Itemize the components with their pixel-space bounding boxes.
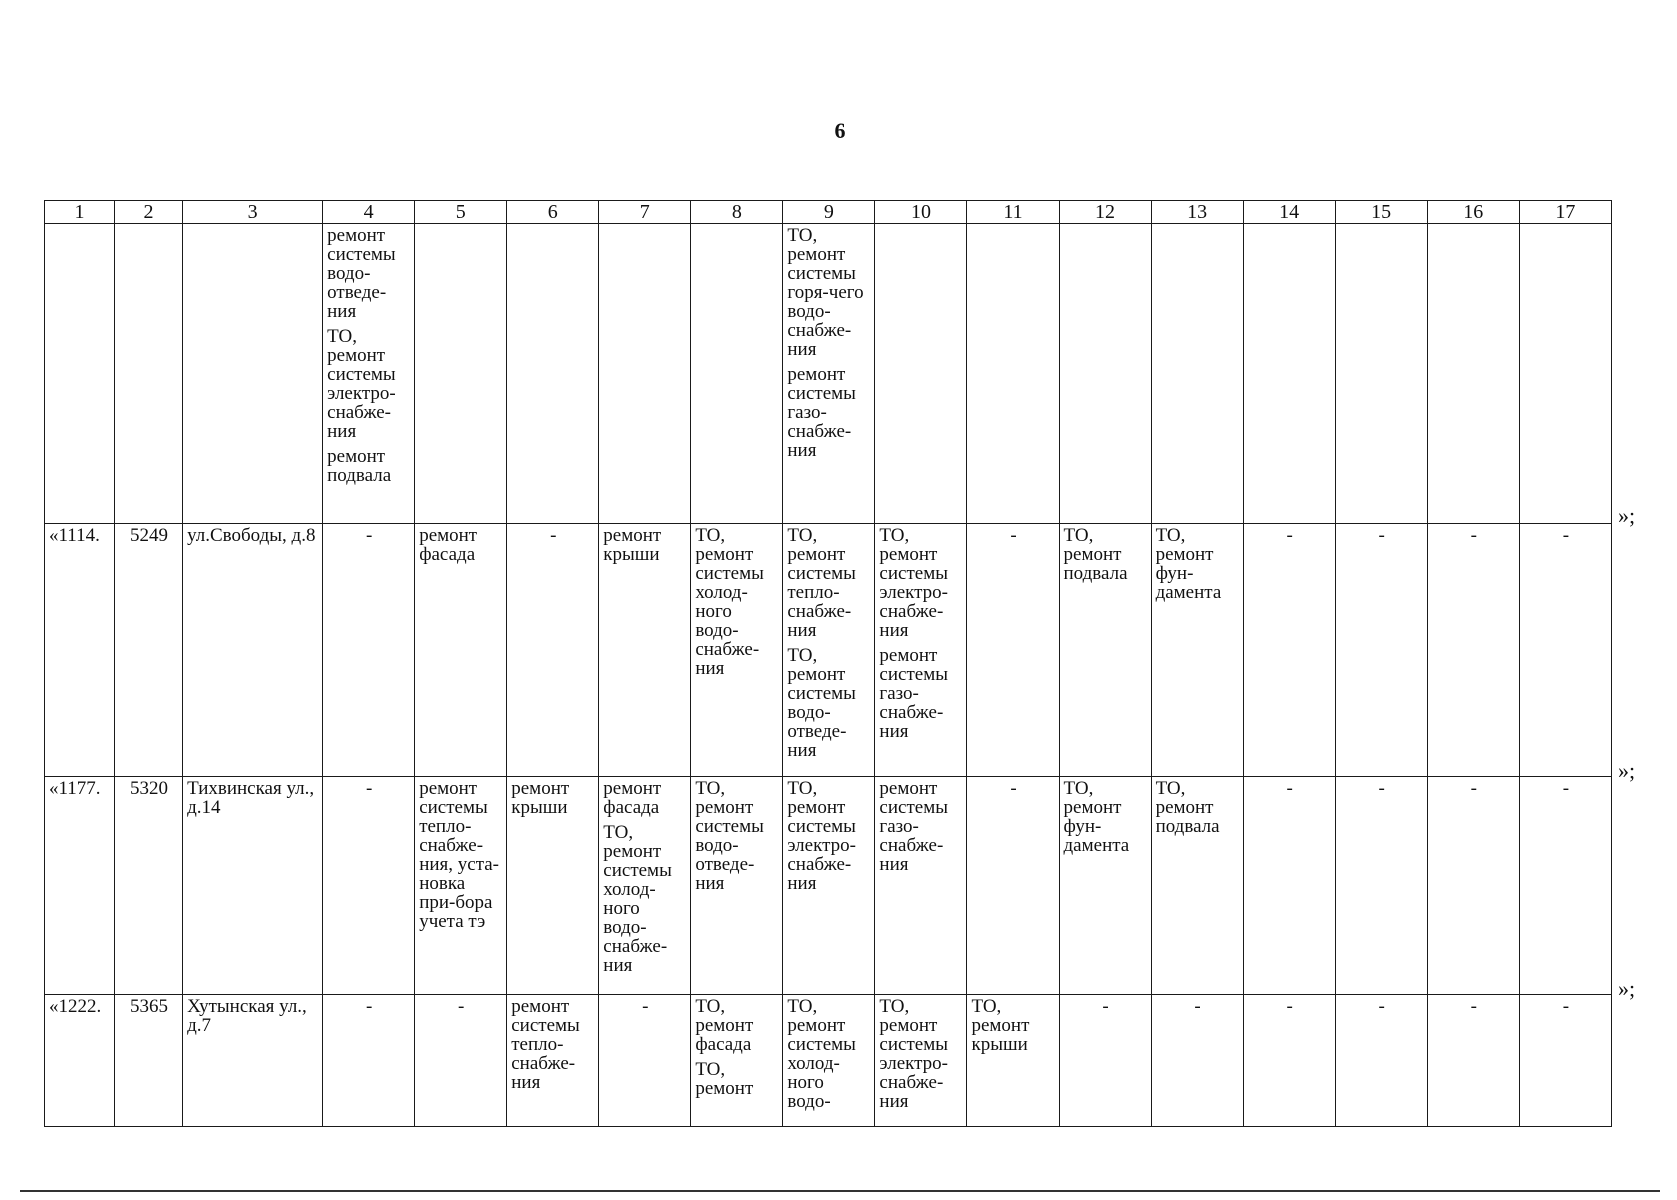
- work-item: ТО, ремонт: [695, 1059, 754, 1099]
- cell-works: [1335, 224, 1427, 524]
- cell-works: [691, 224, 783, 524]
- column-header: 1: [45, 201, 115, 224]
- column-header: 4: [323, 201, 415, 224]
- cell-works: -: [1519, 524, 1611, 777]
- column-header: 13: [1151, 201, 1243, 224]
- column-header: 3: [183, 201, 323, 224]
- column-header: 8: [691, 201, 783, 224]
- cell-number: «1222.: [45, 995, 115, 1127]
- cell-works: -: [1335, 524, 1427, 777]
- table-row: [45, 524, 1612, 777]
- cell-works: [1243, 224, 1335, 524]
- cell-works: [875, 224, 967, 524]
- cell-works: [783, 524, 875, 777]
- cell-works: ТО, ремонт подвала: [1151, 777, 1243, 995]
- cell-works: ремонт системы газо-снабже-ния: [875, 777, 967, 995]
- cell-works: [967, 224, 1059, 524]
- cell-works: ремонт системы тепло-снабже-ния, уста-новка при-бора учета тэ: [415, 777, 507, 995]
- cell-works: [599, 777, 691, 995]
- column-header: 16: [1427, 201, 1519, 224]
- row-closing-mark: »;: [1618, 503, 1636, 528]
- column-header: 17: [1519, 201, 1611, 224]
- cell-works: -: [1151, 995, 1243, 1127]
- cell-code: [115, 224, 183, 524]
- cell-works: ТО, ремонт подвала: [1059, 524, 1151, 777]
- work-item: ремонт системы газо-снабже-ния: [787, 364, 856, 461]
- cell-works: [1519, 224, 1611, 524]
- cell-works: ТО, ремонт системы холод-ного водо-: [783, 995, 875, 1127]
- cell-works: -: [1059, 995, 1151, 1127]
- cell-works: [691, 524, 783, 777]
- work-item: ТО, ремонт системы электро-снабже-ния: [879, 525, 948, 641]
- column-header: 5: [415, 201, 507, 224]
- cell-works: -: [1519, 995, 1611, 1127]
- work-item: ТО, ремонт фасада: [695, 996, 754, 1055]
- row-closing-mark: »;: [1618, 976, 1636, 1001]
- cell-works: [507, 224, 599, 524]
- work-item: ремонт фасада: [603, 778, 662, 818]
- header-row: [45, 201, 1612, 224]
- column-header: 9: [783, 201, 875, 224]
- cell-address: [183, 224, 323, 524]
- work-item: ТО, ремонт системы водо-отведе-ния: [787, 645, 856, 761]
- cell-works: ТО, ремонт системы водо-отведе-ния: [691, 777, 783, 995]
- table-row-continuation: [45, 224, 1612, 524]
- cell-works: [875, 524, 967, 777]
- table-row: [45, 777, 1612, 995]
- cell-works: -: [967, 777, 1059, 995]
- page-number: 6: [834, 118, 846, 143]
- cell-works: -: [1243, 777, 1335, 995]
- cell-works: ТО, ремонт системы электро-снабже-ния: [875, 995, 967, 1127]
- work-item: ремонт системы водо-отведе-ния: [327, 225, 396, 322]
- cell-works: -: [599, 995, 691, 1127]
- cell-code: 5365: [115, 995, 183, 1127]
- cell-works: ТО, ремонт фун-дамента: [1059, 777, 1151, 995]
- page-bottom-rule: [20, 1190, 1660, 1192]
- work-item: ТО, ремонт системы электро-снабже-ния: [327, 326, 396, 442]
- cell-works: -: [1427, 524, 1519, 777]
- work-item: ТО, ремонт системы горя-чего водо-снабже-ния: [787, 225, 864, 360]
- cell-number: «1177.: [45, 777, 115, 995]
- cell-number: [45, 224, 115, 524]
- column-header: 12: [1059, 201, 1151, 224]
- cell-works: ТО, ремонт крыши: [967, 995, 1059, 1127]
- work-item: ТО, ремонт системы тепло-снабже-ния: [787, 525, 856, 641]
- column-header: 10: [875, 201, 967, 224]
- cell-works: -: [1335, 995, 1427, 1127]
- column-header: 15: [1335, 201, 1427, 224]
- cell-works: -: [323, 995, 415, 1127]
- cell-works: [323, 224, 415, 524]
- cell-works: -: [1519, 777, 1611, 995]
- column-header: 14: [1243, 201, 1335, 224]
- cell-address: Тихвинская ул., д.14: [183, 777, 323, 995]
- work-item: ремонт системы газо-снабже-ния: [879, 645, 948, 742]
- table-row: [45, 995, 1612, 1127]
- cell-works: -: [967, 524, 1059, 777]
- cell-works: ремонт крыши: [599, 524, 691, 777]
- cell-works: [599, 224, 691, 524]
- cell-works: ТО, ремонт фун-дамента: [1151, 524, 1243, 777]
- column-header: 2: [115, 201, 183, 224]
- cell-address: Хутынская ул., д.7: [183, 995, 323, 1127]
- cell-works: -: [1243, 524, 1335, 777]
- cell-works: [783, 224, 875, 524]
- cell-works: -: [1335, 777, 1427, 995]
- cell-works: -: [1427, 777, 1519, 995]
- column-header: 11: [967, 201, 1059, 224]
- repair-schedule-table: [44, 200, 1612, 1127]
- column-header: 6: [507, 201, 599, 224]
- cell-works: ТО, ремонт системы электро-снабже-ния: [783, 777, 875, 995]
- cell-works: -: [507, 524, 599, 777]
- row-closing-mark: »;: [1618, 758, 1636, 783]
- work-item: ремонт подвала: [327, 446, 392, 486]
- cell-works: -: [1243, 995, 1335, 1127]
- cell-works: [415, 224, 507, 524]
- work-item: ТО, ремонт системы холод-ного водо-снабже-ния: [695, 525, 764, 679]
- cell-works: [691, 995, 783, 1127]
- cell-works: -: [1427, 995, 1519, 1127]
- work-item: ТО, ремонт системы холод-ного водо-снабже-ния: [603, 822, 672, 976]
- cell-works: ремонт крыши: [507, 777, 599, 995]
- column-header: 7: [599, 201, 691, 224]
- cell-works: ремонт фасада: [415, 524, 507, 777]
- cell-code: 5320: [115, 777, 183, 995]
- cell-code: 5249: [115, 524, 183, 777]
- cell-works: [1427, 224, 1519, 524]
- cell-works: -: [415, 995, 507, 1127]
- cell-number: «1114.: [45, 524, 115, 777]
- cell-works: -: [323, 524, 415, 777]
- cell-works: ремонт системы тепло-снабже-ния: [507, 995, 599, 1127]
- cell-address: ул.Свободы, д.8: [183, 524, 323, 777]
- cell-works: [1151, 224, 1243, 524]
- cell-works: -: [323, 777, 415, 995]
- cell-works: [1059, 224, 1151, 524]
